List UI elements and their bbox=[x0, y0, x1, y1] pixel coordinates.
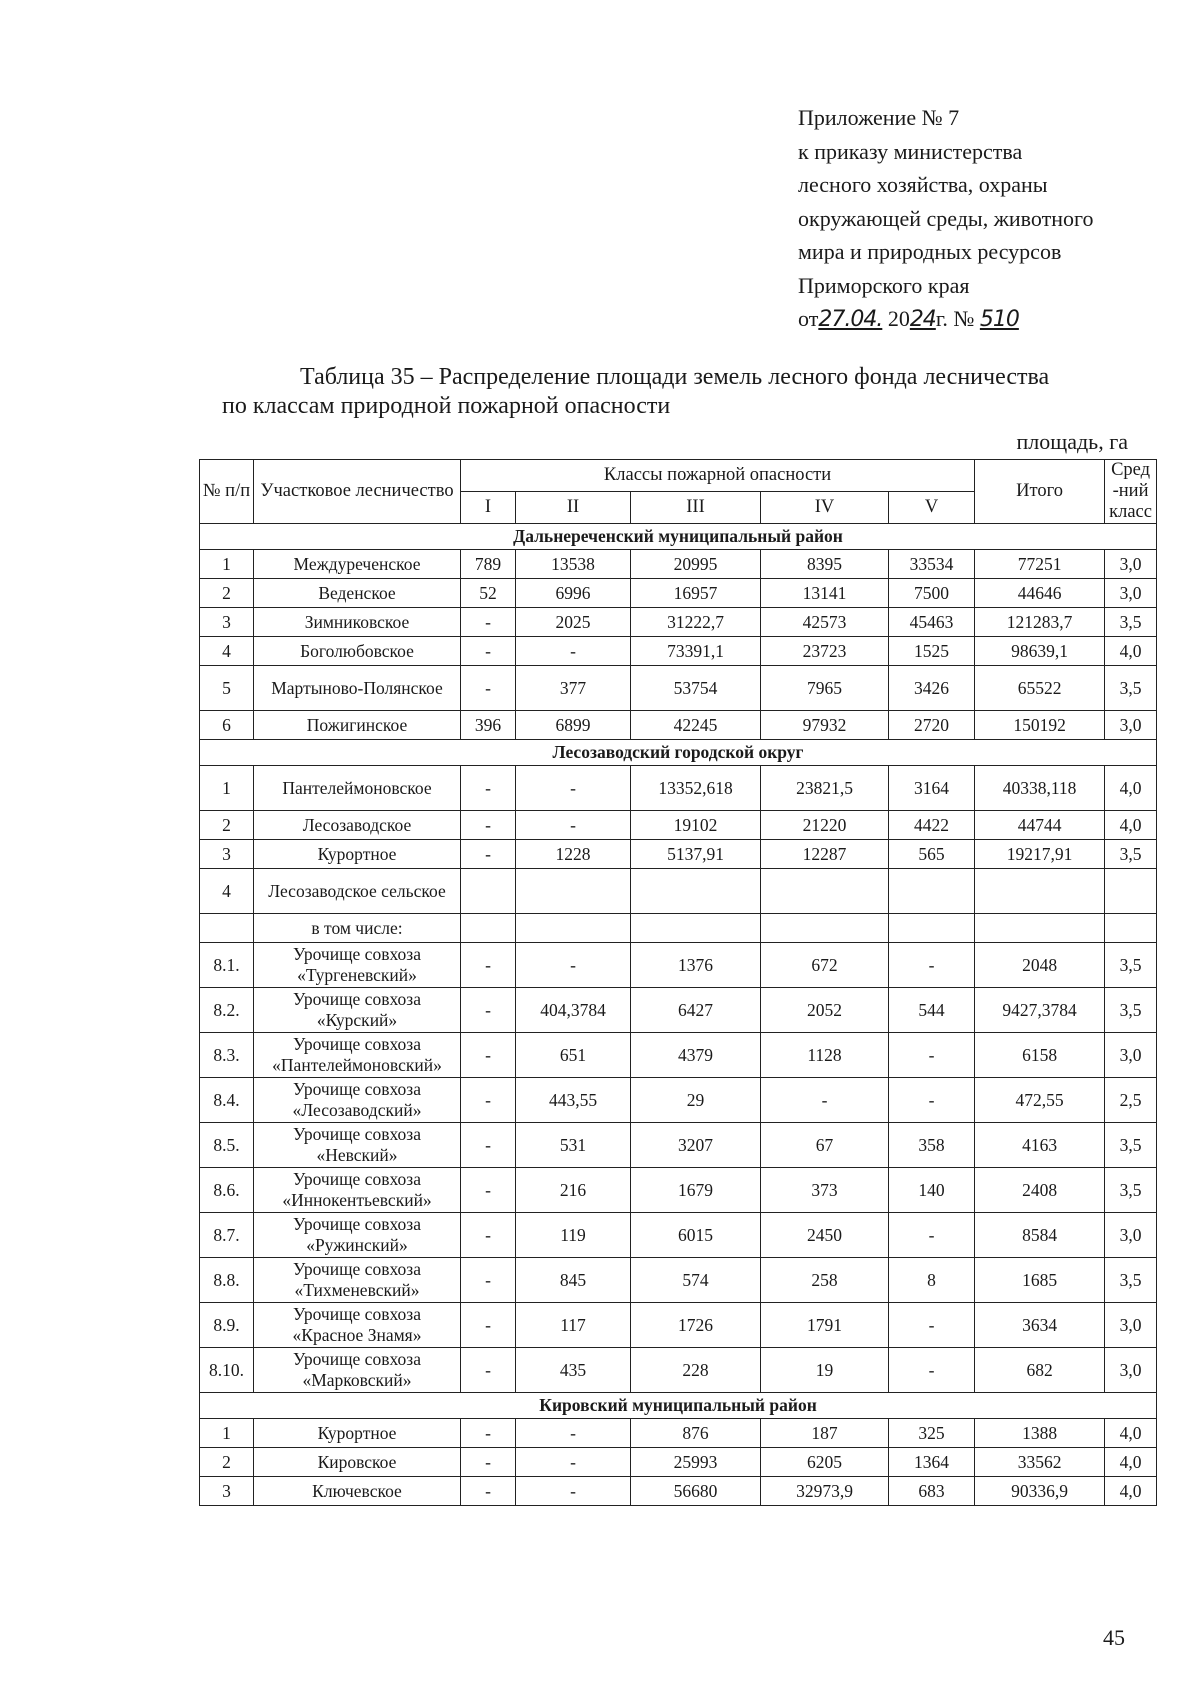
appendix-line: мира и природных ресурсов bbox=[798, 239, 1062, 264]
table-cell: 1679 bbox=[631, 1168, 761, 1213]
table-cell: 98639,1 bbox=[975, 637, 1105, 666]
table-row bbox=[200, 811, 1157, 840]
row-number: 3 bbox=[200, 840, 254, 869]
table-cell: 3,0 bbox=[1105, 579, 1157, 608]
forestry-name: Веденское bbox=[254, 579, 461, 608]
table-cell: 258 bbox=[761, 1258, 889, 1303]
table-cell bbox=[761, 869, 889, 914]
table-cell: 13538 bbox=[516, 550, 631, 579]
table-row bbox=[200, 1348, 1157, 1393]
unit-label: площадь, га bbox=[1016, 429, 1128, 454]
table-cell bbox=[631, 914, 761, 943]
table-cell: 789 bbox=[461, 550, 516, 579]
table-row bbox=[200, 1419, 1157, 1448]
table-cell bbox=[889, 869, 975, 914]
table-cell: 31222,7 bbox=[631, 608, 761, 637]
table-cell: 4163 bbox=[975, 1123, 1105, 1168]
table-cell: 4,0 bbox=[1105, 811, 1157, 840]
table-cell: 3,0 bbox=[1105, 711, 1157, 740]
table-cell: 2450 bbox=[761, 1213, 889, 1258]
table-cell: 6158 bbox=[975, 1033, 1105, 1078]
table-cell: 2025 bbox=[516, 608, 631, 637]
table-cell: 4379 bbox=[631, 1033, 761, 1078]
table-row bbox=[200, 1258, 1157, 1303]
date-prefix: от bbox=[798, 306, 819, 331]
table-cell: 3,5 bbox=[1105, 1258, 1157, 1303]
section-title: Лесозаводский городской округ bbox=[200, 740, 1157, 766]
table-row bbox=[200, 1213, 1157, 1258]
table-cell: - bbox=[461, 1477, 516, 1506]
table-cell: 3,0 bbox=[1105, 1303, 1157, 1348]
table-cell: 3,0 bbox=[1105, 1348, 1157, 1393]
table-cell: - bbox=[461, 1078, 516, 1123]
section-row bbox=[200, 740, 1157, 766]
appendix-line: к приказу министерства bbox=[798, 138, 1023, 164]
row-number: 8.6. bbox=[200, 1168, 254, 1213]
forestry-name: Урочище совхоза «Красное Знамя» bbox=[254, 1303, 461, 1348]
table-body bbox=[200, 524, 1157, 1506]
table-cell: 2052 bbox=[761, 988, 889, 1033]
table-cell: 121283,7 bbox=[975, 608, 1105, 637]
table-cell bbox=[516, 869, 631, 914]
row-number: 8.9. bbox=[200, 1303, 254, 1348]
table-cell: 1228 bbox=[516, 840, 631, 869]
table-cell: 1388 bbox=[975, 1419, 1105, 1448]
row-number: 8.2. bbox=[200, 988, 254, 1033]
header-avg-class: Сред -ний класс bbox=[1105, 460, 1157, 524]
table-cell: 404,3784 bbox=[516, 988, 631, 1033]
year-prefix: 20 bbox=[887, 306, 910, 331]
table-cell: - bbox=[461, 1213, 516, 1258]
fire-class-table bbox=[199, 459, 1157, 1506]
table-cell: 6899 bbox=[516, 711, 631, 740]
table-cell: 8 bbox=[889, 1258, 975, 1303]
row-number: 1 bbox=[200, 1419, 254, 1448]
table-cell: 4,0 bbox=[1105, 1419, 1157, 1448]
section-title: Кировский муниципальный район bbox=[200, 1393, 1157, 1419]
table-row bbox=[200, 711, 1157, 740]
table-cell: 23821,5 bbox=[761, 766, 889, 811]
table-cell: 3,0 bbox=[1105, 1213, 1157, 1258]
table-cell: 1791 bbox=[761, 1303, 889, 1348]
table-cell: 1376 bbox=[631, 943, 761, 988]
table-cell: 3,0 bbox=[1105, 1033, 1157, 1078]
table-cell: - bbox=[461, 766, 516, 811]
table-cell: 3,5 bbox=[1105, 608, 1157, 637]
table-row bbox=[200, 608, 1157, 637]
table-cell: 3426 bbox=[889, 666, 975, 711]
table-cell bbox=[761, 914, 889, 943]
table-cell: 32973,9 bbox=[761, 1477, 889, 1506]
table-cell: - bbox=[461, 637, 516, 666]
table-row bbox=[200, 579, 1157, 608]
table-cell: 1726 bbox=[631, 1303, 761, 1348]
caption-line-2: по классам природной пожарной опасности bbox=[222, 393, 671, 419]
table-cell: 2,5 bbox=[1105, 1078, 1157, 1123]
forestry-name: Курортное bbox=[254, 840, 461, 869]
row-number: 1 bbox=[200, 550, 254, 579]
row-number: 3 bbox=[200, 1477, 254, 1506]
table-cell: 4422 bbox=[889, 811, 975, 840]
table-cell: 373 bbox=[761, 1168, 889, 1213]
forestry-name: в том числе: bbox=[254, 914, 461, 943]
table-cell: 651 bbox=[516, 1033, 631, 1078]
table-cell: 443,55 bbox=[516, 1078, 631, 1123]
table-cell: 3207 bbox=[631, 1123, 761, 1168]
table-cell: 6205 bbox=[761, 1448, 889, 1477]
handwritten-number: 510 bbox=[979, 307, 1019, 332]
table-cell: 3,5 bbox=[1105, 988, 1157, 1033]
table-cell: 65522 bbox=[975, 666, 1105, 711]
page-number: 45 bbox=[1103, 1625, 1125, 1650]
row-number: 1 bbox=[200, 766, 254, 811]
appendix-line: окружающей среды, животного bbox=[798, 205, 1094, 231]
forestry-name: Лесозаводское bbox=[254, 811, 461, 840]
section-row bbox=[200, 524, 1157, 550]
table-cell: 682 bbox=[975, 1348, 1105, 1393]
table-cell bbox=[975, 914, 1105, 943]
handwritten-year: 24 bbox=[909, 307, 936, 332]
table-cell: - bbox=[461, 1258, 516, 1303]
table-cell bbox=[631, 869, 761, 914]
table-cell bbox=[889, 914, 975, 943]
table-cell: 544 bbox=[889, 988, 975, 1033]
table-cell: 117 bbox=[516, 1303, 631, 1348]
table-cell: 325 bbox=[889, 1419, 975, 1448]
table-cell: 228 bbox=[631, 1348, 761, 1393]
table-cell bbox=[461, 914, 516, 943]
table-row bbox=[200, 943, 1157, 988]
table-cell: 5137,91 bbox=[631, 840, 761, 869]
table-cell: 16957 bbox=[631, 579, 761, 608]
table-row bbox=[200, 1078, 1157, 1123]
header-total: Итого bbox=[975, 460, 1105, 524]
appendix-date-line bbox=[798, 302, 1094, 337]
table-cell: 40338,118 bbox=[975, 766, 1105, 811]
table-cell: 3,5 bbox=[1105, 666, 1157, 711]
table-cell: - bbox=[461, 1303, 516, 1348]
table-cell: 187 bbox=[761, 1419, 889, 1448]
table-row bbox=[200, 1123, 1157, 1168]
table-cell: 19 bbox=[761, 1348, 889, 1393]
table-cell: 42573 bbox=[761, 608, 889, 637]
row-number bbox=[200, 914, 254, 943]
table-cell: 20995 bbox=[631, 550, 761, 579]
row-number: 5 bbox=[200, 666, 254, 711]
forestry-name: Мартыново-Полянское bbox=[254, 666, 461, 711]
forestry-name: Пантелеймоновское bbox=[254, 766, 461, 811]
table-row bbox=[200, 666, 1157, 711]
header-class-1: I bbox=[461, 492, 516, 524]
table-cell bbox=[1105, 914, 1157, 943]
row-number: 8.4. bbox=[200, 1078, 254, 1123]
table-cell: 3634 bbox=[975, 1303, 1105, 1348]
table-cell: 13141 bbox=[761, 579, 889, 608]
row-number: 8.10. bbox=[200, 1348, 254, 1393]
table-cell: - bbox=[889, 1213, 975, 1258]
header-classes: Классы пожарной опасности bbox=[461, 460, 975, 492]
table-cell: 19217,91 bbox=[975, 840, 1105, 869]
forestry-name: Урочище совхоза «Лесозаводский» bbox=[254, 1078, 461, 1123]
forestry-name: Урочище совхоза «Марковский» bbox=[254, 1348, 461, 1393]
row-number: 4 bbox=[200, 869, 254, 914]
table-cell bbox=[1105, 869, 1157, 914]
table-cell: - bbox=[461, 1419, 516, 1448]
table-cell: 53754 bbox=[631, 666, 761, 711]
table-cell: 73391,1 bbox=[631, 637, 761, 666]
forestry-name: Урочище совхоза «Тихменевский» bbox=[254, 1258, 461, 1303]
table-cell: 13352,618 bbox=[631, 766, 761, 811]
handwritten-date: 27.04. bbox=[818, 307, 883, 332]
forestry-name: Урочище совхоза «Тургеневский» bbox=[254, 943, 461, 988]
table-cell: 3,5 bbox=[1105, 1123, 1157, 1168]
table-cell: - bbox=[516, 1419, 631, 1448]
table-cell: 42245 bbox=[631, 711, 761, 740]
table-cell: 4,0 bbox=[1105, 766, 1157, 811]
table-cell: 531 bbox=[516, 1123, 631, 1168]
table-cell: 358 bbox=[889, 1123, 975, 1168]
appendix-line: Приложение № 7 bbox=[798, 105, 960, 130]
forestry-name: Курортное bbox=[254, 1419, 461, 1448]
table-cell: - bbox=[461, 1123, 516, 1168]
table-cell: 33562 bbox=[975, 1448, 1105, 1477]
header-class-2: II bbox=[516, 492, 631, 524]
table-cell: - bbox=[516, 766, 631, 811]
table-cell: - bbox=[889, 1033, 975, 1078]
table-cell: 67 bbox=[761, 1123, 889, 1168]
table-cell: - bbox=[461, 608, 516, 637]
table-cell: 565 bbox=[889, 840, 975, 869]
table-cell: - bbox=[761, 1078, 889, 1123]
table-row bbox=[200, 1303, 1157, 1348]
table-cell: 150192 bbox=[975, 711, 1105, 740]
table-cell: 4,0 bbox=[1105, 1477, 1157, 1506]
table-cell: 21220 bbox=[761, 811, 889, 840]
table-cell bbox=[516, 914, 631, 943]
table-header bbox=[200, 460, 1157, 524]
table-cell: 2048 bbox=[975, 943, 1105, 988]
table-cell: 140 bbox=[889, 1168, 975, 1213]
table-cell: 8395 bbox=[761, 550, 889, 579]
table-row bbox=[200, 840, 1157, 869]
table-cell: 8584 bbox=[975, 1213, 1105, 1258]
table-row bbox=[200, 869, 1157, 914]
appendix-block bbox=[798, 101, 1094, 337]
forestry-name: Зимниковское bbox=[254, 608, 461, 637]
table-row bbox=[200, 1168, 1157, 1213]
appendix-line: лесного хозяйства, охраны bbox=[798, 172, 1048, 197]
table-cell: 33534 bbox=[889, 550, 975, 579]
table-row bbox=[200, 988, 1157, 1033]
table-cell: 90336,9 bbox=[975, 1477, 1105, 1506]
row-number: 4 bbox=[200, 637, 254, 666]
table-cell: 7965 bbox=[761, 666, 889, 711]
table-cell: - bbox=[461, 840, 516, 869]
row-number: 2 bbox=[200, 579, 254, 608]
table-cell: 1685 bbox=[975, 1258, 1105, 1303]
table-row bbox=[200, 1477, 1157, 1506]
table-cell: 44744 bbox=[975, 811, 1105, 840]
header-class-5: V bbox=[889, 492, 975, 524]
table-cell: - bbox=[461, 1448, 516, 1477]
table-row bbox=[200, 1448, 1157, 1477]
table-cell: 29 bbox=[631, 1078, 761, 1123]
table-cell: 77251 bbox=[975, 550, 1105, 579]
table-cell: 25993 bbox=[631, 1448, 761, 1477]
table-cell: - bbox=[516, 943, 631, 988]
table-cell: - bbox=[461, 811, 516, 840]
row-number: 2 bbox=[200, 811, 254, 840]
table-cell: 119 bbox=[516, 1213, 631, 1258]
table-cell: 1364 bbox=[889, 1448, 975, 1477]
table-row bbox=[200, 550, 1157, 579]
table-cell bbox=[461, 869, 516, 914]
table-cell bbox=[975, 869, 1105, 914]
forestry-name: Урочище совхоза «Невский» bbox=[254, 1123, 461, 1168]
forestry-name: Урочище совхоза «Ружинский» bbox=[254, 1213, 461, 1258]
forestry-name: Кировское bbox=[254, 1448, 461, 1477]
table-cell: - bbox=[516, 811, 631, 840]
table-cell: 12287 bbox=[761, 840, 889, 869]
table-cell: 3164 bbox=[889, 766, 975, 811]
caption-line-1: Таблица 35 – Распределение площади земель лесного фонда лесничества bbox=[300, 364, 1050, 390]
appendix-line: Приморского края bbox=[798, 272, 970, 298]
row-number: 2 bbox=[200, 1448, 254, 1477]
forestry-name: Урочище совхоза «Пантелеймоновский» bbox=[254, 1033, 461, 1078]
table-cell: 216 bbox=[516, 1168, 631, 1213]
table-cell: - bbox=[461, 1348, 516, 1393]
table-cell: - bbox=[461, 943, 516, 988]
table-cell: 377 bbox=[516, 666, 631, 711]
table-cell: - bbox=[889, 1348, 975, 1393]
forestry-name: Урочище совхоза «Курский» bbox=[254, 988, 461, 1033]
table-cell: 574 bbox=[631, 1258, 761, 1303]
table-row bbox=[200, 766, 1157, 811]
table-cell: 1525 bbox=[889, 637, 975, 666]
table-cell: - bbox=[461, 988, 516, 1033]
table-cell: 3,5 bbox=[1105, 943, 1157, 988]
table-cell: 23723 bbox=[761, 637, 889, 666]
table-cell: 97932 bbox=[761, 711, 889, 740]
table-cell: 4,0 bbox=[1105, 1448, 1157, 1477]
row-number: 8.8. bbox=[200, 1258, 254, 1303]
row-number: 8.3. bbox=[200, 1033, 254, 1078]
table-cell: - bbox=[516, 637, 631, 666]
table-cell: 472,55 bbox=[975, 1078, 1105, 1123]
table-cell: 396 bbox=[461, 711, 516, 740]
header-num: № п/п bbox=[200, 460, 254, 524]
table-cell: 435 bbox=[516, 1348, 631, 1393]
table-cell: 19102 bbox=[631, 811, 761, 840]
forestry-name: Ключевское bbox=[254, 1477, 461, 1506]
table-cell: 683 bbox=[889, 1477, 975, 1506]
table-row bbox=[200, 914, 1157, 943]
table-cell: - bbox=[516, 1477, 631, 1506]
row-number: 8.1. bbox=[200, 943, 254, 988]
table-cell: 9427,3784 bbox=[975, 988, 1105, 1033]
table-cell: 52 bbox=[461, 579, 516, 608]
table-cell: - bbox=[889, 1078, 975, 1123]
table-cell: 2408 bbox=[975, 1168, 1105, 1213]
table-cell: 7500 bbox=[889, 579, 975, 608]
table-cell: 3,0 bbox=[1105, 550, 1157, 579]
row-number: 3 bbox=[200, 608, 254, 637]
table-cell: 4,0 bbox=[1105, 637, 1157, 666]
forestry-name: Боголюбовское bbox=[254, 637, 461, 666]
row-number: 8.5. bbox=[200, 1123, 254, 1168]
header-forestry: Участковое лесничество bbox=[254, 460, 461, 524]
table-cell: 45463 bbox=[889, 608, 975, 637]
table-row bbox=[200, 637, 1157, 666]
table-cell: 845 bbox=[516, 1258, 631, 1303]
forestry-name: Урочище совхоза «Иннокентьевский» bbox=[254, 1168, 461, 1213]
table-cell: - bbox=[461, 666, 516, 711]
table-cell: - bbox=[516, 1448, 631, 1477]
table-cell: - bbox=[461, 1033, 516, 1078]
header-class-4: IV bbox=[761, 492, 889, 524]
table-cell: - bbox=[461, 1168, 516, 1213]
table-cell: 2720 bbox=[889, 711, 975, 740]
forestry-name: Лесозаводское сельское bbox=[254, 869, 461, 914]
table-cell: 6015 bbox=[631, 1213, 761, 1258]
row-number: 8.7. bbox=[200, 1213, 254, 1258]
header-class-3: III bbox=[631, 492, 761, 524]
table-cell: 56680 bbox=[631, 1477, 761, 1506]
year-suffix: г. № bbox=[935, 306, 975, 331]
table-row bbox=[200, 1033, 1157, 1078]
row-number: 6 bbox=[200, 711, 254, 740]
table-cell: 672 bbox=[761, 943, 889, 988]
table-cell: 44646 bbox=[975, 579, 1105, 608]
table-cell: 1128 bbox=[761, 1033, 889, 1078]
table-cell: - bbox=[889, 1303, 975, 1348]
table-cell: - bbox=[889, 943, 975, 988]
section-row bbox=[200, 1393, 1157, 1419]
section-title: Дальнереченский муниципальный район bbox=[200, 524, 1157, 550]
table-cell: 3,5 bbox=[1105, 840, 1157, 869]
table-caption bbox=[222, 363, 1142, 421]
forestry-name: Пожигинское bbox=[254, 711, 461, 740]
forestry-name: Междуреченское bbox=[254, 550, 461, 579]
table-cell: 6996 bbox=[516, 579, 631, 608]
table-cell: 6427 bbox=[631, 988, 761, 1033]
table-cell: 876 bbox=[631, 1419, 761, 1448]
table-cell: 3,5 bbox=[1105, 1168, 1157, 1213]
